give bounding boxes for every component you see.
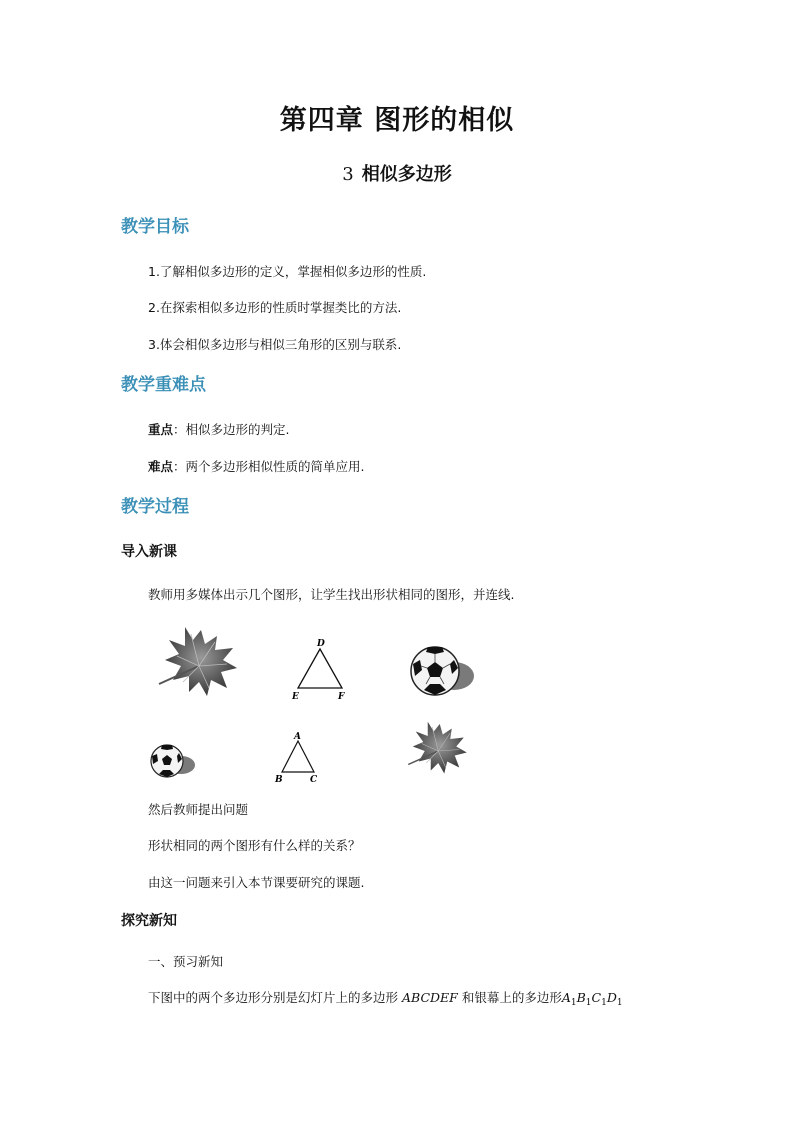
lesson-name: 相似多边形 — [361, 164, 452, 185]
vertex-b-label: B — [275, 775, 283, 785]
process-heading: 教学过程 — [121, 497, 189, 517]
goal-item-2: 2.在探索相似多边形的性质时掌握类比的方法. — [148, 300, 402, 315]
lesson-number: 3 — [342, 164, 354, 185]
intro-text: 教师用多媒体出示几个图形，让学生找出形状相同的图形，并连线. — [148, 587, 515, 602]
hard-text: ：两个多边形相似性质的简单应用. — [173, 459, 365, 474]
vertex-a-label: A — [294, 732, 301, 742]
vertex-c-label: C — [310, 775, 318, 785]
explore-heading: 探究新知 — [121, 913, 177, 929]
polygon-a1b1c1d1-label: $A_1B_1C_1D_1$ — [561, 990, 623, 1008]
vertex-f-label: F — [338, 692, 345, 702]
hard-point — [148, 457, 365, 475]
goal-item-3: 3.体会相似多边形与相似三角形的区别与联系. — [148, 337, 402, 352]
goal-item-1: 1.了解相似多边形的定义，掌握相似多边形的性质. — [148, 264, 427, 279]
vertex-d-label: D — [317, 639, 325, 649]
line-text-2: 和银幕上的多边形 — [461, 990, 562, 1005]
polygon-abcdef-label: ABCDEF — [402, 990, 458, 1005]
follow-up-question: 形状相同的两个图形有什么样的关系？ — [148, 838, 361, 853]
intro-heading: 导入新课 — [121, 544, 177, 560]
goals-heading: 教学目标 — [121, 217, 189, 237]
follow-up-3: 由这一问题来引入本节课要研究的课题. — [148, 875, 365, 890]
key-points-heading: 教学重难点 — [121, 375, 206, 395]
maple-leaf-large-image — [155, 622, 245, 702]
page-title: 第四章 图形的相似 — [279, 105, 515, 136]
preview-label: 一、预习新知 — [148, 954, 224, 969]
hard-label: 难点 — [148, 459, 174, 474]
key-label: 重点 — [148, 422, 174, 437]
follow-up-1: 然后教师提出问题 — [148, 802, 249, 817]
triangle-def-diagram — [287, 636, 353, 704]
maple-leaf-small-image — [405, 718, 473, 778]
vertex-e-label: E — [292, 692, 299, 702]
key-text: ：相似多边形的判定. — [173, 422, 290, 437]
triangle-def-shape — [298, 649, 342, 688]
soccer-ball-small-image — [149, 742, 197, 780]
triangle-abc-diagram — [272, 730, 324, 786]
soccer-ball-large-image — [408, 642, 476, 700]
lesson-subtitle — [0, 160, 794, 186]
triangle-abc-shape — [282, 741, 314, 772]
line-text-1: 下图中的两个多边形分别是幻灯片上的多边形 — [148, 990, 399, 1005]
key-point — [148, 420, 290, 438]
polygon-intro-line — [148, 988, 623, 1008]
